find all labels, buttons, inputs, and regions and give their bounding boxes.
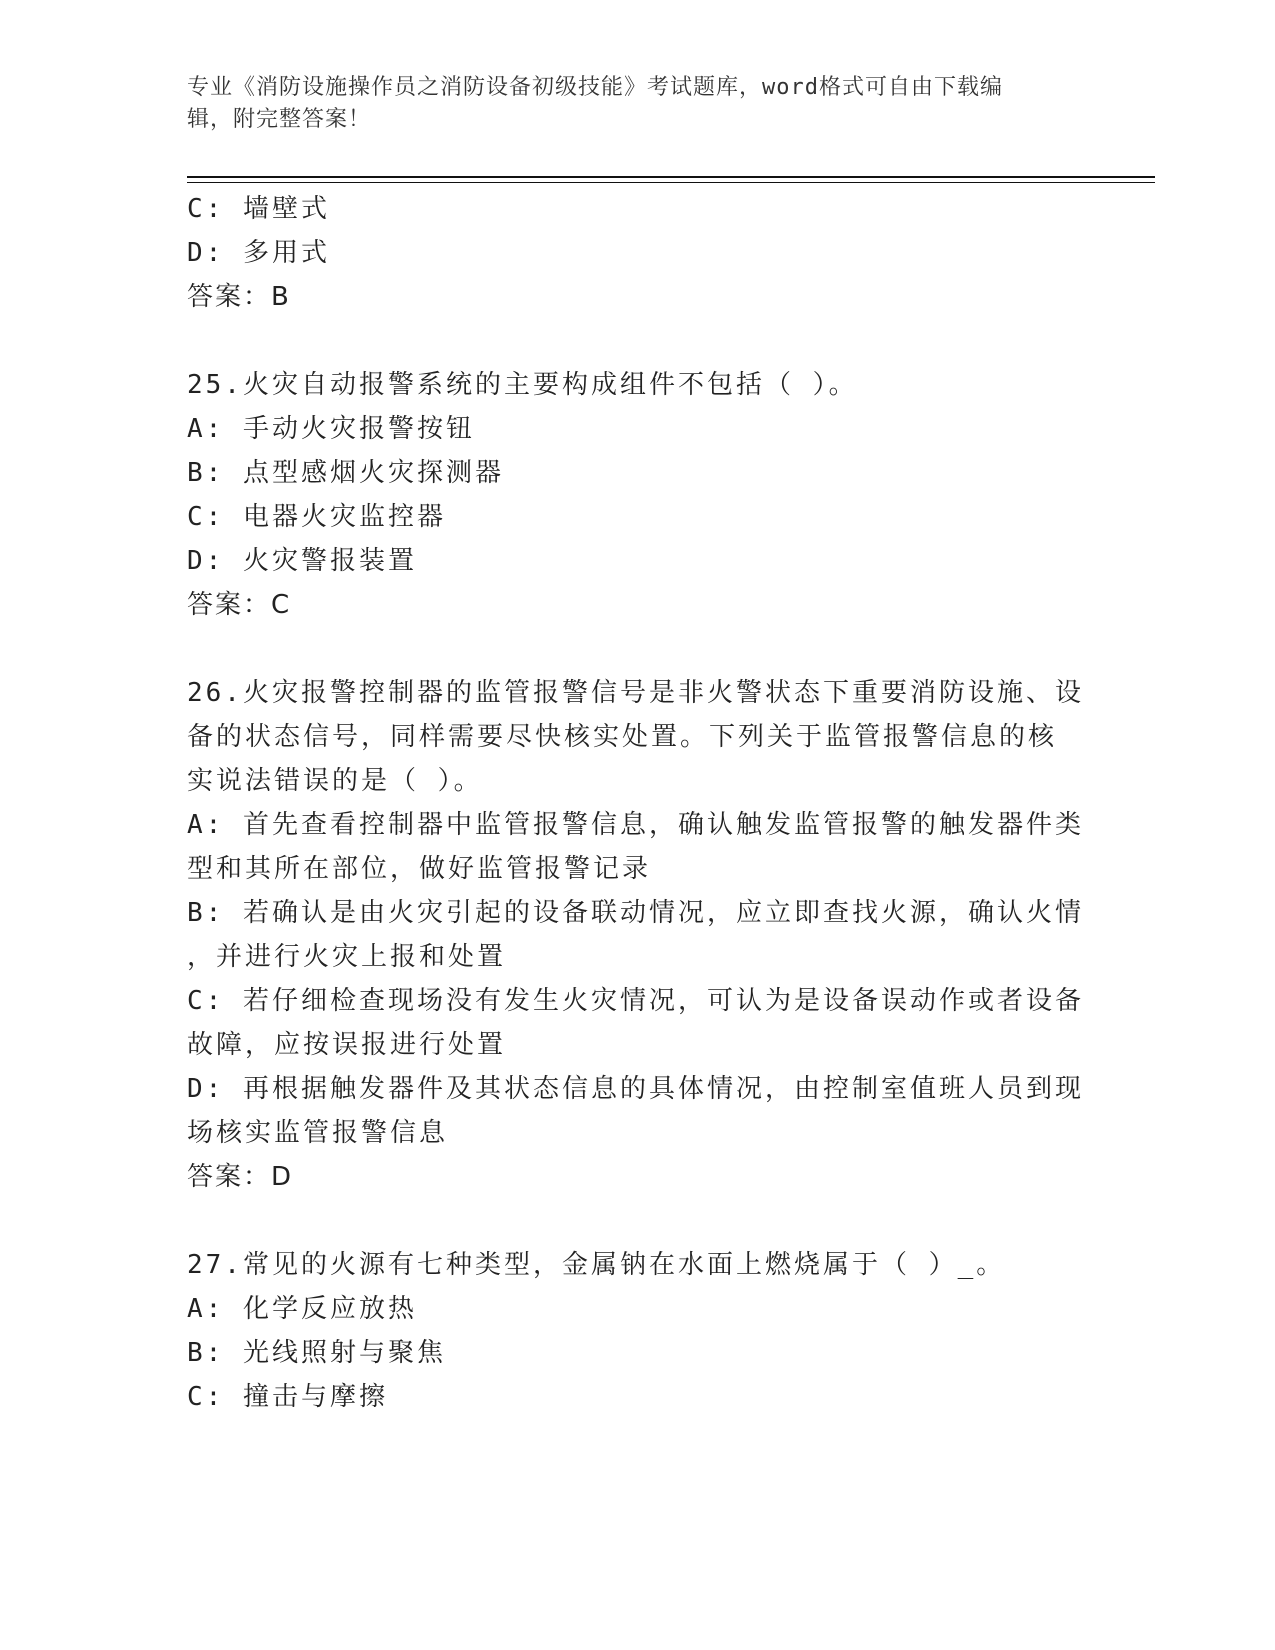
q26-option-c-line-2: 故障，应按误报进行处置 xyxy=(187,1030,507,1060)
q26-option-a-line-2: 型和其所在部位，做好监管报警记录 xyxy=(187,854,652,884)
q25-stem: 25.火灾自动报警系统的主要构成组件不包括（ ）。 xyxy=(187,370,858,400)
header-line-1: 专业《消防设施操作员之消防设备初级技能》考试题库，word格式可自由下载编 xyxy=(187,75,1003,100)
q26-option-b-line-1: B: 若确认是由火灾引起的设备联动情况，应立即查找火源，确认火情 xyxy=(187,898,1084,928)
q27-option-c: C: 撞击与摩擦 xyxy=(187,1382,388,1412)
q26-option-b-line-2: ，并进行火灾上报和处置 xyxy=(187,942,507,972)
q27-stem: 27.常见的火源有七种类型，金属钠在水面上燃烧属于（ ）_。 xyxy=(187,1250,1006,1280)
q26-option-a-line-1: A: 首先查看控制器中监管报警信息，确认触发监管报警的触发器件类 xyxy=(187,810,1084,840)
q26-answer: 答案：D xyxy=(187,1162,294,1192)
q26-option-d-line-1: D: 再根据触发器件及其状态信息的具体情况，由控制室值班人员到现 xyxy=(187,1074,1084,1104)
q25-option-d: D: 火灾警报装置 xyxy=(187,546,417,576)
q26-option-d-line-2: 场核实监管报警信息 xyxy=(187,1118,449,1148)
q26-stem-line-2: 备的状态信号，同样需要尽快核实处置。下列关于监管报警信息的核 xyxy=(187,722,1058,752)
prev-option-c: C: 墙壁式 xyxy=(187,194,330,224)
q26-stem-line-3: 实说法错误的是（ ）。 xyxy=(187,766,483,796)
header-line-2: 辑，附完整答案！ xyxy=(187,107,372,132)
prev-option-d: D: 多用式 xyxy=(187,238,330,268)
q27-option-a: A: 化学反应放热 xyxy=(187,1294,417,1324)
prev-answer: 答案：B xyxy=(187,282,291,312)
q25-option-a: A: 手动火灾报警按钮 xyxy=(187,414,475,444)
q25-option-b: B: 点型感烟火灾探测器 xyxy=(187,458,504,488)
document-header xyxy=(187,72,1067,136)
q27-option-b: B: 光线照射与聚焦 xyxy=(187,1338,446,1368)
q26-option-c-line-1: C: 若仔细检查现场没有发生火灾情况，可认为是设备误动作或者设备 xyxy=(187,986,1084,1016)
header-divider-thin xyxy=(187,182,1155,183)
q25-option-c: C: 电器火灾监控器 xyxy=(187,502,446,532)
q26-stem-line-1: 26.火灾报警控制器的监管报警信号是非火警状态下重要消防设施、设 xyxy=(187,678,1084,708)
q25-answer: 答案：C xyxy=(187,590,292,620)
header-divider-thick xyxy=(187,176,1155,178)
